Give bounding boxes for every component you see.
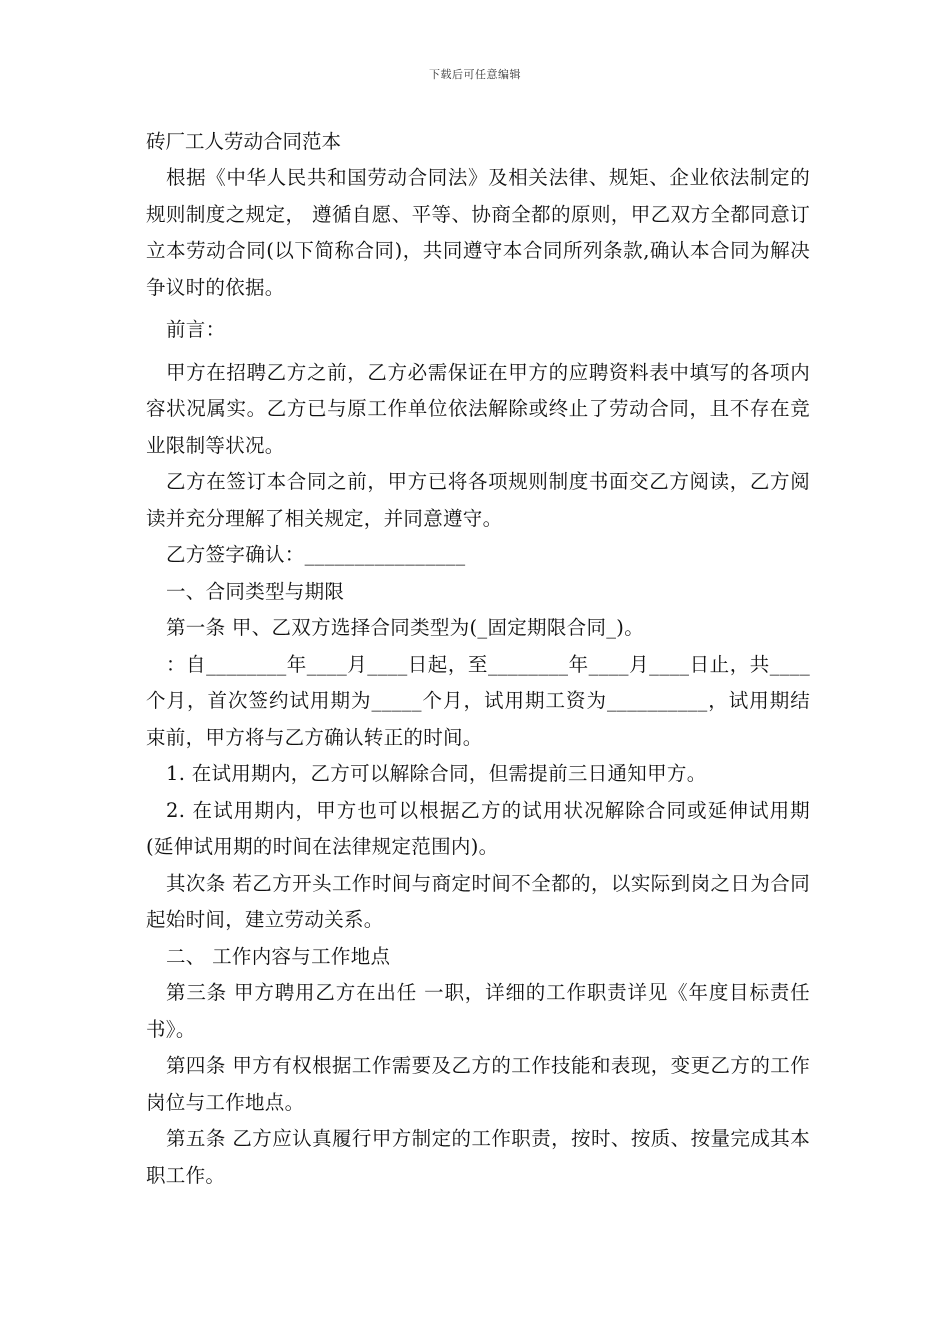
signature-line: 乙方签字确认：________________ <box>166 543 466 566</box>
article-1: 第一条 甲、乙双方选择合同类型为(_固定期限合同_)。 <box>166 616 645 639</box>
foreword-heading: 前言： <box>166 318 226 341</box>
probation-item-2: 2. 在试用期内，甲方也可以根据乙方的试用状况解除合同或延伸试用期(延伸试用期的时间在法律规定范围内)。 <box>146 798 810 858</box>
section-heading-1: 一、合同类型与期限 <box>166 579 345 603</box>
document-title: 砖厂工人劳动合同范本 <box>146 130 342 153</box>
page-header: 下载后可任意编辑 <box>429 68 521 81</box>
probation-item-1: 1. 在试用期内，乙方可以解除合同，但需提前三日通知甲方。 <box>166 762 707 785</box>
article-2: 其次条 若乙方开头工作时间与商定时间不全都的，以实际到岗之日为合同起始时间，建立劳动关系。 <box>146 871 810 931</box>
foreword-paragraph-1: 甲方在招聘乙方之前，乙方必需保证在甲方的应聘资料表中填写的各项内容状况属实。乙方已与原工作单位依法解除或终止了劳动合同，且不存在竞业限制等状况。 <box>146 360 810 457</box>
term-paragraph: ：自________年____月____日起，至________年____月____日止，共____个月，首次签约试用期为_____个月，试用期工资为__________，试用期结束前，甲方将与乙方确认转正的时间。 <box>146 652 810 749</box>
document-body <box>146 124 810 1194</box>
preamble-paragraph: 根据《中华人民共和国劳动合同法》及相关法律、规矩、企业依法制定的规则制度之规定， 遵循自愿、平等、协商全都的原则，甲乙双方全都同意订立本劳动合同(以下简称合同)，共同遵守本合同所列条款,确认本合同为解决争议时的依据。 <box>146 166 810 299</box>
article-3: 第三条 甲方聘用乙方在出任 一职，详细的工作职责详见《年度目标责任书》。 <box>146 981 810 1041</box>
foreword-paragraph-2: 乙方在签订本合同之前，甲方已将各项规则制度书面交乙方阅读，乙方阅读并充分理解了相关规定，并同意遵守。 <box>146 470 810 530</box>
article-4: 第四条 甲方有权根据工作需要及乙方的工作技能和表现，变更乙方的工作岗位与工作地点。 <box>146 1054 810 1114</box>
article-5: 第五条 乙方应认真履行甲方制定的工作职责，按时、按质、按量完成其本职工作。 <box>146 1127 810 1187</box>
section-heading-2: 二、 工作内容与工作地点 <box>166 944 391 968</box>
